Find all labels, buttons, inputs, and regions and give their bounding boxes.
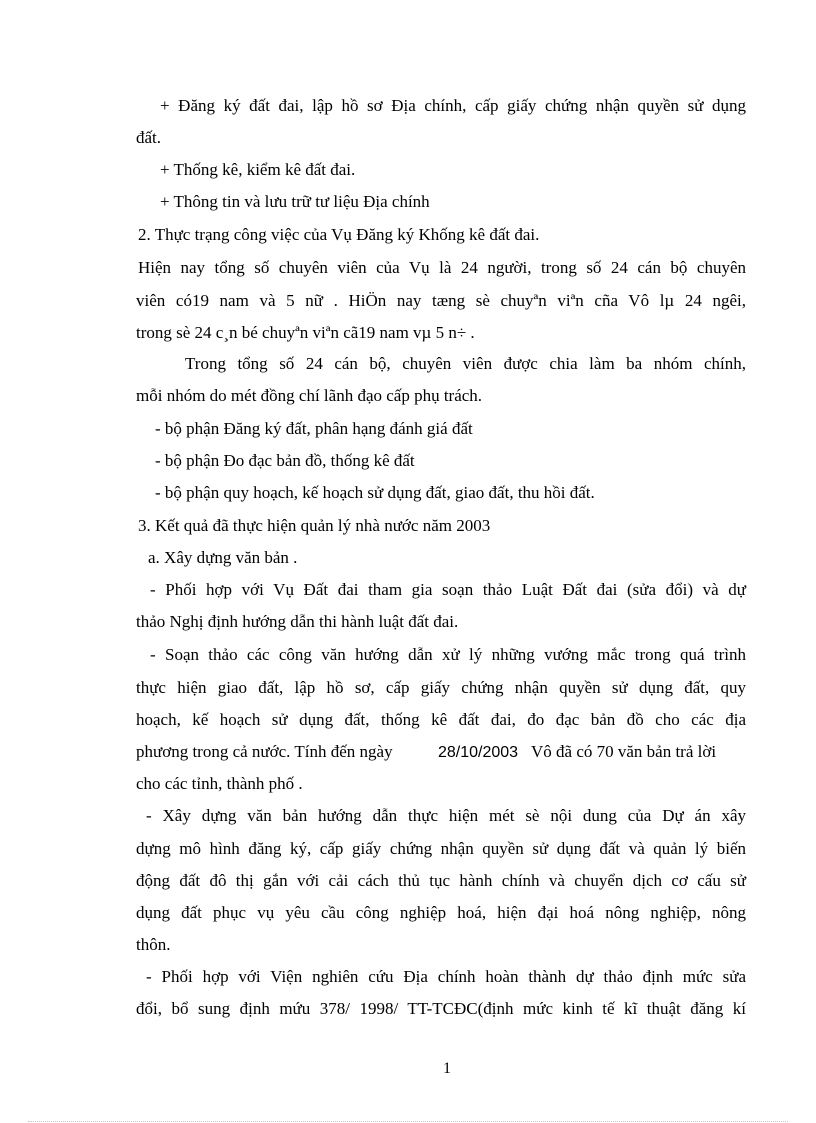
text-line: - Xây dựng văn bản hướng dẫn thực hiện mét sè nội dung của Dự án xây (146, 806, 746, 825)
text-line: thực hiện giao đất, lập hồ sơ, cấp giấy chứng nhận quyền sử dụng đất, quy (136, 678, 746, 697)
text-line: + Thông tin và lưu trữ tư liệu Địa chính (160, 192, 430, 211)
text-line: dụng đất phục vụ yêu cầu công nghiệp hoá, hiện đại hoá nông nghiệp, nông (136, 903, 746, 922)
text-line: cho các tỉnh, thành phố . (136, 774, 303, 793)
list-item: - bộ phận Đăng ký đất, phân hạng đánh giá đất (155, 419, 473, 438)
text-line: động đất đô thị gắn với cải cách thủ tục hành chính và chuyển dịch cơ cấu sử (136, 871, 746, 890)
date-text: 28/10/2003 (438, 744, 519, 761)
text-line: - Phối hợp với Vụ Đất đai tham gia soạn thảo Luật Đất đai (sửa đổi) và dự (150, 580, 746, 599)
text-line: phương trong cả nước. Tính đến ngày (136, 742, 393, 761)
text-line: - Phối hợp với Viện nghiên cứu Địa chính hoàn thành dự thảo định mức sửa (146, 967, 746, 986)
text-line: + Đăng ký đất đai, lập hồ sơ Địa chính, cấp giấy chứng nhận quyền sử dụng (160, 96, 746, 115)
text-line: Vô đã có 70 văn bản trả lời (531, 742, 717, 761)
text-line: thôn. (136, 935, 171, 954)
text-line: hoạch, kế hoạch sử dụng đất, thống kê đất đai, đo đạc bản đồ cho các địa (136, 710, 746, 729)
text-line: đổi, bổ sung định mứu 378/ 1998/ TT-TCĐC(định mức kinh tế kĩ thuật đăng kí (136, 999, 746, 1018)
text-line: mỗi nhóm do mét đồng chí lãnh đạo cấp phụ trách. (136, 386, 483, 405)
text-line: dựng mô hình đăng ký, cấp giấy chứng nhận quyền sử dụng đất và quản lý biến (136, 839, 746, 858)
text-line: - Soạn thảo các công văn hướng dẫn xử lý những vướng mắc trong quá trình (150, 645, 746, 664)
page-divider (28, 1121, 788, 1122)
list-item: - bộ phận quy hoạch, kế hoạch sử dụng đất, giao đất, thu hồi đất. (155, 483, 595, 502)
text-line: + Thống kê, kiểm kê đất đai. (160, 160, 356, 179)
text-line: Hiện nay tổng số chuyên viên của Vụ là 24 người, trong số 24 cán bộ chuyên (138, 258, 746, 277)
text-line: viên có19 nam và 5 nữ . HiÖn nay tæng sè chuyªn viªn cña Vô lµ 24 ngêi, (136, 291, 746, 310)
text-line: Trong tổng số 24 cán bộ, chuyên viên được chia làm ba nhóm chính, (185, 354, 746, 373)
page-number: 1 (443, 1060, 451, 1077)
section-heading: 2. Thực trạng công việc của Vụ Đăng ký Khống kê đất đai. (138, 225, 540, 244)
text-line: đất. (136, 128, 162, 147)
subsection-heading: a. Xây dựng văn bản . (148, 548, 298, 567)
text-line: thảo Nghị định hướng dẫn thi hành luật đất đai. (136, 612, 459, 631)
section-heading: 3. Kết quả đã thực hiện quản lý nhà nước năm 2003 (138, 516, 491, 535)
text-line: trong sè 24 c¸n bé chuyªn viªn cã19 nam vµ 5 n÷ . (136, 323, 475, 342)
list-item: - bộ phận Đo đạc bản đồ, thống kê đất (155, 451, 415, 470)
